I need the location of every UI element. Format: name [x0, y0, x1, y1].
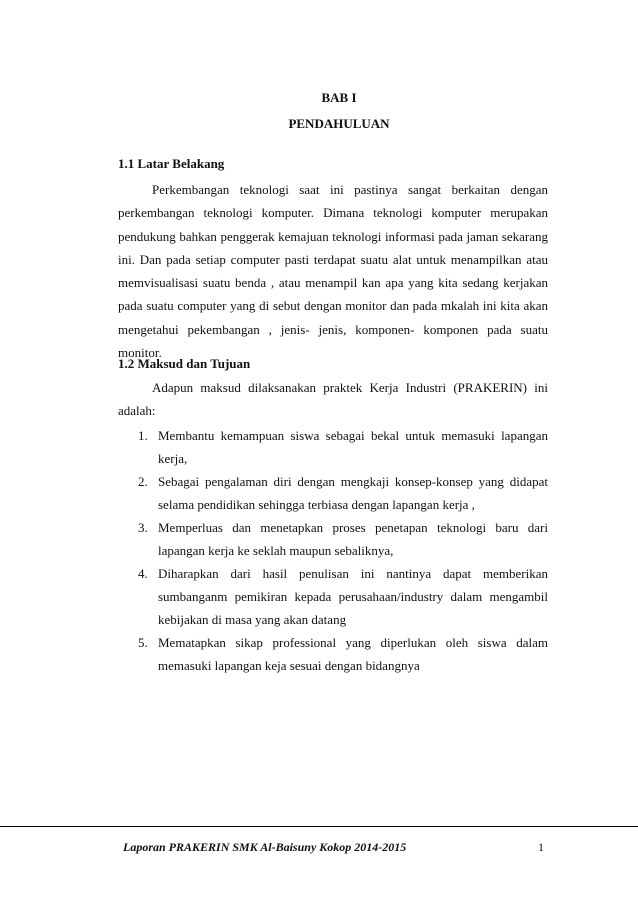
section-latar-belakang [118, 156, 548, 364]
objectives-list [118, 424, 548, 677]
list-number: 2. [138, 474, 148, 489]
footer-title: Laporan PRAKERIN SMK Al-Baisuny Kokop 2014-2015 [123, 840, 407, 854]
page-number: 1 [538, 840, 544, 854]
chapter-title: PENDAHULUAN [288, 116, 390, 131]
list-item [118, 562, 548, 631]
list-number: 1. [138, 428, 148, 443]
list-number: 3. [138, 520, 148, 535]
list-item [118, 631, 548, 677]
list-text: Diharapkan dari hasil penulisan ini nantinya dapat memberikan sumbanganm pemikiran kepada perusahaan/industry dalam mengambil kebijakan di masa yang akan datang [158, 566, 548, 627]
chapter-number: BAB I [321, 90, 357, 105]
section-heading: 1.1 Latar Belakang [118, 156, 225, 171]
list-item [118, 516, 548, 562]
list-number: 4. [138, 566, 148, 581]
list-item [118, 424, 548, 470]
section-heading: 1.2 Maksud dan Tujuan [118, 356, 251, 371]
list-number: 5. [138, 635, 148, 650]
page-footer [0, 826, 638, 856]
list-item [118, 470, 548, 516]
section-maksud-tujuan [118, 356, 548, 423]
list-text: Membantu kemampuan siswa sebagai bekal untuk memasuki lapangan kerja, [158, 428, 548, 466]
list-text: Mematapkan sikap professional yang diperlukan oleh siswa dalam memasuki lapangan keja sesuai dengan bidangnya [158, 635, 548, 673]
section-paragraph: Perkembangan teknologi saat ini pastinya sangat berkaitan dengan perkembangan teknologi komputer. Dimana teknologi komputer merupakan pendukung bahkan penggerak kemajuan teknologi informasi pada jaman sekarang ini. Dan pada setiap computer pasti terdapat suatu alat untuk menampilkan atau memvisualisasi suatu benda , atau menampil kan apa yang kita sedang kerjakan pada suatu computer yang di sebut dengan monitor dan pada mkalah ini kita akan mengetahui pekembangan , jenis- jenis, komponen- komponen pada suatu monitor. [118, 182, 548, 361]
list-text: Memperluas dan menetapkan proses penetapan teknologi baru dari lapangan kerja ke seklah maupun sebaliknya, [158, 520, 548, 558]
list-text: Sebagai pengalaman diri dengan mengkaji konsep-konsep yang didapat selama pendidikan sehingga terbiasa dengan lapangan kerja , [158, 474, 548, 512]
section-intro: Adapun maksud dilaksanakan praktek Kerja Industri (PRAKERIN) ini adalah: [118, 380, 548, 419]
